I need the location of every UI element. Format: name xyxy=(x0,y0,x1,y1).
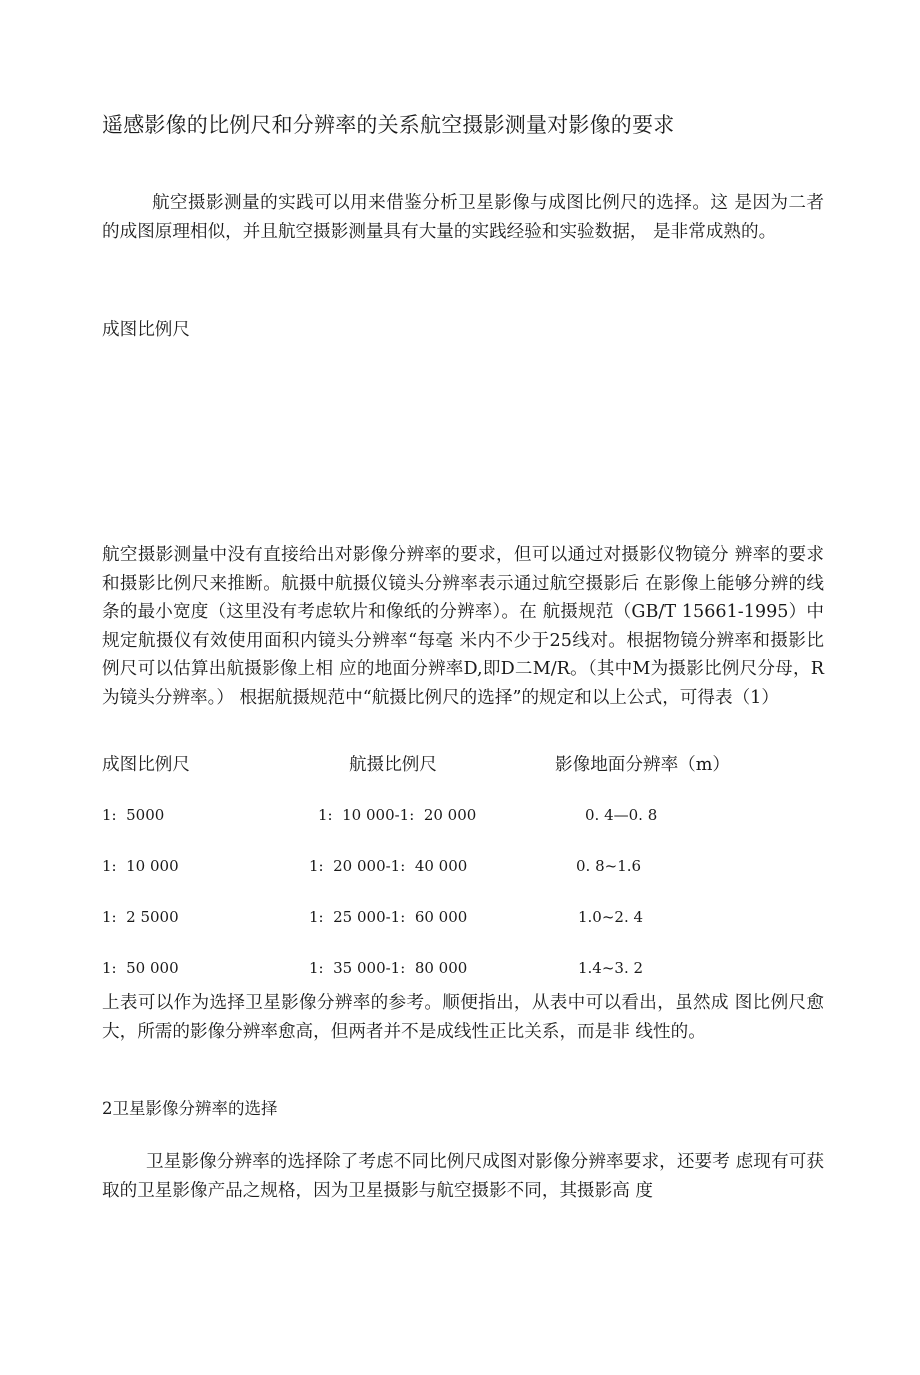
section-heading-satellite: 2卫星影像分辨率的选择 xyxy=(102,1099,278,1118)
table-header-photo-scale: 航摄比例尺 xyxy=(349,755,437,775)
section-heading-scale: 成图比例尺 xyxy=(102,320,190,340)
table-cell: 1: 10 000 xyxy=(102,857,179,875)
table-cell: 1: 50 000 xyxy=(102,959,179,977)
table-cell: 1: 5000 xyxy=(102,806,165,824)
table-cell: 1: 25 000-1: 60 000 xyxy=(309,908,468,926)
table-cell: 1.4~3. 2 xyxy=(578,959,644,977)
intro-paragraph: 航空摄影测量的实践可以用来借鉴分析卫星影像与成图比例尺的选择。这 是因为二者的成图原理相似，并且航空摄影测量具有大量的实践经验和实验数据， 是非常成熟的。 xyxy=(102,193,824,242)
table-cell: 1: 10 000-1: 20 000 xyxy=(318,806,477,824)
table-cell: 1: 20 000-1: 40 000 xyxy=(309,857,468,875)
paragraph-satellite-resolution: 卫星影像分辨率的选择除了考虑不同比例尺成图对影像分辨率要求，还要考 虑现有可获取的卫星影像产品之规格，因为卫星摄影与航空摄影不同，其摄影高 度 xyxy=(102,1152,824,1201)
paragraph-table-note: 上表可以作为选择卫星影像分辨率的参考。顺便指出，从表中可以看出，虽然成 图比例尺愈大，所需的影像分辨率愈高，但两者并不是成线性正比关系，而是非 线性的。 xyxy=(102,993,824,1042)
table-cell: 1: 2 5000 xyxy=(102,908,179,926)
table-cell: 0. 8~1.6 xyxy=(576,857,642,875)
table-header-map-scale: 成图比例尺 xyxy=(102,755,190,775)
table-header-ground-resolution: 影像地面分辨率（m） xyxy=(555,755,731,775)
paragraph-aerial-resolution: 航空摄影测量中没有直接给出对影像分辨率的要求，但可以通过对摄影仪物镜分 辨率的要求和摄影比例尺来推断。航摄中航摄仪镜头分辨率表示通过航空摄影后 在影像上能够分辨的线条的最小宽度（这里没有考虑软片和像纸的分辨率）。在 航摄规范（GB/T 15661-1995）中规定航摄仪有效使用面积内镜头分辨率“每毫 米内不少于25线对。根据物镜分辨率和摄影比例尺可以估算出航摄影像上相 应的地面分辨率D,即D二M/R。（其中M为摄影比例尺分母，R为镜头分辨率。） 根据航摄规范中“航摄比例尺的选择”的规定和以上公式，可得表（1） xyxy=(102,545,824,708)
table-cell: 1: 35 000-1: 80 000 xyxy=(309,959,468,977)
table-cell: 0. 4—0. 8 xyxy=(585,806,658,824)
document-title: 遥感影像的比例尺和分辨率的关系航空摄影测量对影像的要求 xyxy=(102,113,675,137)
table-cell: 1.0~2. 4 xyxy=(578,908,644,926)
